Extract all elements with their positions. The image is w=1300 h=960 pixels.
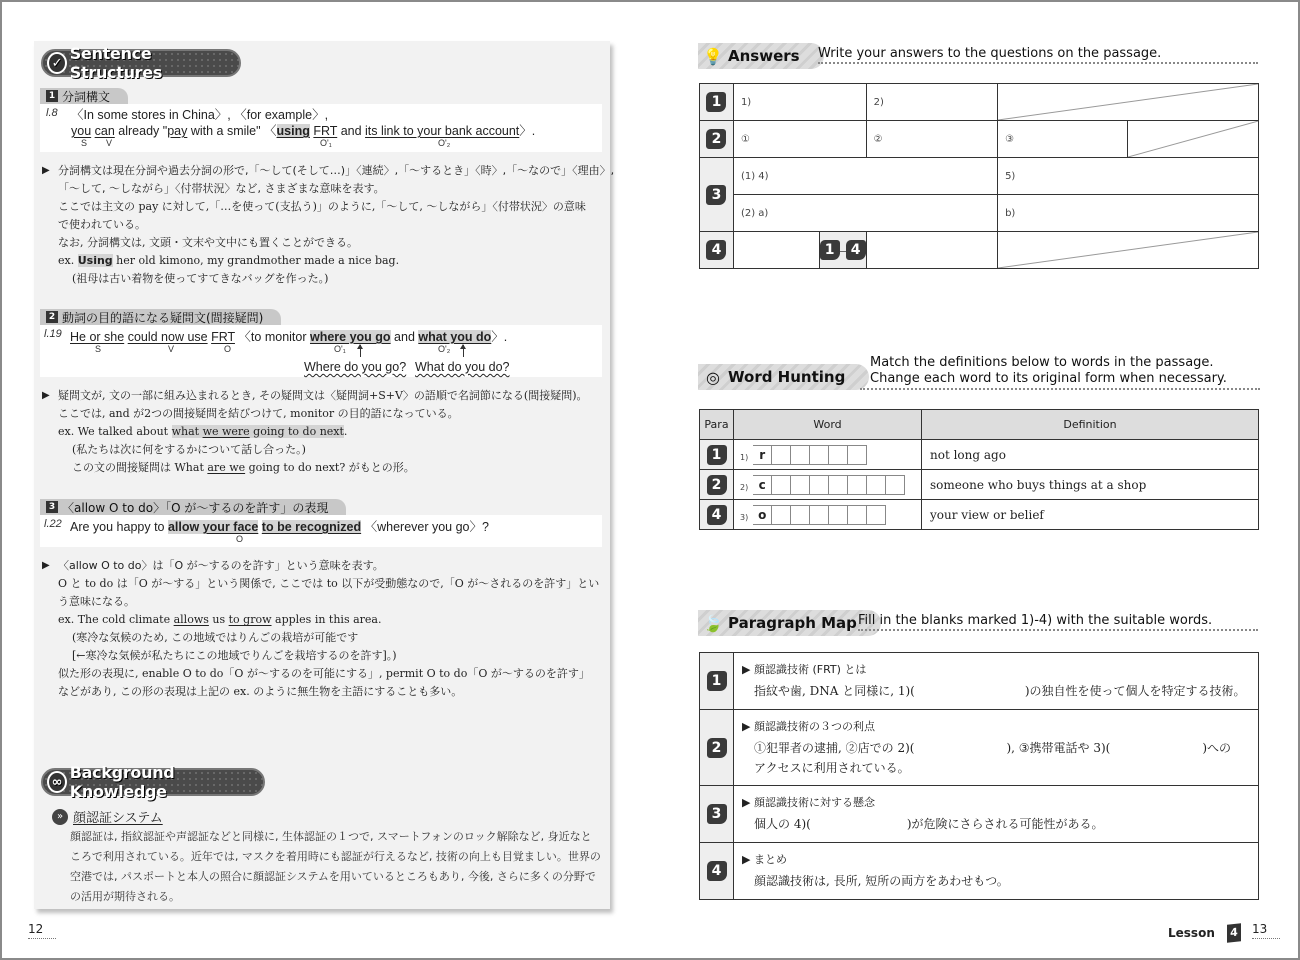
background-knowledge-header — [41, 763, 265, 801]
section-2-example — [40, 325, 602, 377]
question-where: Where do you go? — [304, 360, 407, 374]
para-cell — [700, 440, 734, 470]
paragraph-map-instruction: Fill in the blanks marked 1)-4) with the suitable words. — [858, 613, 1258, 631]
lesson-label: Lesson — [1168, 926, 1215, 940]
answer-cell[interactable] — [998, 121, 1127, 158]
letter-box[interactable] — [829, 505, 848, 525]
word-index: 2) — [740, 483, 749, 492]
word-frt: FRT — [313, 124, 338, 138]
ex-highlight: Using — [77, 254, 113, 267]
object: FRT — [211, 330, 235, 344]
blank-cell — [1127, 121, 1258, 158]
number-badge: 4 — [707, 861, 727, 881]
section-number: 3 — [46, 501, 58, 513]
word-row — [700, 470, 1259, 500]
ex-to-grow: to grow — [228, 613, 272, 626]
label-o1: O'₁ — [320, 138, 332, 148]
map-row — [700, 653, 1259, 710]
letter-box[interactable] — [848, 445, 867, 465]
instruction-line: Match the definitions below to words in the passage. — [870, 355, 1214, 370]
letter-box[interactable] — [791, 475, 810, 495]
paragraph-map-tag — [698, 610, 881, 636]
answer-cell[interactable] — [866, 84, 997, 121]
number-badge: 4 — [706, 240, 726, 260]
label-o2: O'₂ — [438, 138, 451, 148]
number-badge: 1 — [706, 92, 726, 112]
number-badge: 2 — [706, 129, 726, 149]
section-heading: 〈allow O to do〉「O が〜するのを許す」の表現 — [62, 500, 329, 515]
word-row — [700, 440, 1259, 470]
header-para: Para — [700, 410, 734, 440]
number-badge: 3 — [706, 185, 726, 205]
letter-box[interactable] — [772, 505, 791, 525]
label-o: O — [224, 344, 232, 354]
para-cell — [700, 710, 734, 786]
letter-box[interactable] — [810, 475, 829, 495]
letter-box[interactable] — [791, 445, 810, 465]
map-text: ①犯罪者の逮捕, ②店での 2)( — [754, 740, 915, 755]
map-row — [700, 843, 1259, 900]
map-text: )の独自性を使って個人を特定する技術。 — [1024, 684, 1246, 698]
leaf-icon: 🍃 — [703, 613, 723, 633]
answer-label: 1) — [740, 96, 752, 108]
answer-cell[interactable] — [733, 84, 866, 121]
section-number: 1 — [46, 90, 58, 102]
range-cell — [819, 232, 866, 269]
background-line: の活用が期待される。 — [70, 890, 180, 903]
label-s: S — [95, 344, 102, 354]
row-number — [700, 84, 734, 121]
answer-cell[interactable] — [998, 158, 1259, 195]
answer-cell[interactable] — [733, 158, 997, 195]
word-using: using — [276, 124, 310, 138]
word-hunting-tag — [698, 364, 869, 390]
label-o: O — [236, 534, 244, 544]
letter-box[interactable] — [772, 445, 791, 465]
ex-text: We talked about — [77, 425, 172, 438]
map-text: 顔認識技術は, 長所, 短所の両方をあわせもつ。 — [754, 874, 1009, 888]
lightbulb-icon: 💡 — [703, 46, 723, 66]
map-content — [734, 786, 1259, 843]
page-number-right: 13 — [1252, 922, 1280, 939]
ex-prefix: ex. — [58, 425, 75, 438]
letter-box[interactable] — [829, 445, 848, 465]
word-row — [700, 500, 1259, 530]
section-heading: 動詞の目的語になる疑問文(間接疑問) — [62, 310, 264, 325]
section-1-explanation — [42, 162, 615, 288]
map-text: 指紋や歯, DNA と同様に, 1)( — [754, 684, 915, 698]
ex-prefix: ex. — [58, 254, 75, 267]
ex-highlight: what — [171, 425, 203, 438]
letter-box[interactable] — [848, 475, 867, 495]
word-cell — [734, 470, 922, 500]
answers-row-4 — [700, 232, 1259, 269]
ex-translation: (私たちは次に何をするかについて話し合った。) — [72, 443, 306, 456]
page-number-left: 12 — [28, 922, 56, 939]
map-content — [734, 843, 1259, 900]
answer-cell[interactable] — [733, 121, 866, 158]
diagonal-slash — [998, 232, 1258, 268]
example-line-2 — [71, 121, 535, 139]
background-line: 顔認証は, 指紋認証や声認証などと同様に, 生体認証の１つで, スマートフォンのロック解除など, 身近なと — [70, 830, 592, 843]
row-number — [700, 232, 734, 269]
section-1-tab — [40, 88, 128, 104]
letter-box[interactable] — [791, 505, 810, 525]
word-allow: allow — [167, 520, 203, 534]
ex-translation: (祖母は古い着物を使ってすてきなバッグを作った。) — [72, 272, 329, 285]
header-definition: Definition — [922, 410, 1259, 440]
letter-box[interactable] — [886, 475, 905, 495]
lesson-footer — [1168, 924, 1259, 942]
example-line — [70, 327, 507, 345]
note-line: 似た形の表現に, enable O to do「O が〜するのを可能にする」, permit O to do「O が〜するのを許す」 — [58, 667, 590, 680]
definition-cell: not long ago — [922, 440, 1259, 470]
map-heading: ▶ まとめ — [742, 853, 787, 866]
letter-box[interactable] — [867, 505, 886, 525]
answer-label: 5) — [1005, 170, 1016, 182]
map-heading: ▶ 顔認識技術の３つの利点 — [742, 719, 875, 733]
answer-cell[interactable] — [866, 232, 997, 269]
answer-label: ③ — [1005, 133, 1015, 145]
word-your-face: your face — [202, 520, 259, 534]
example-post: 〈wherever you go〉? — [361, 520, 489, 534]
answer-label: (1) 4) — [740, 170, 769, 182]
map-text: ), ③携帯電話や 3)( — [1006, 740, 1111, 755]
double-chevron-icon: » — [52, 809, 68, 825]
word-link: its link to your bank account — [365, 124, 520, 138]
word-index: 1) — [740, 453, 749, 462]
answer-cell[interactable] — [733, 195, 997, 232]
para-cell — [700, 470, 734, 500]
sentence-structures-header — [41, 44, 241, 82]
map-text: )が危険にさらされる可能性がある。 — [906, 817, 1104, 831]
definition-cell: your view or belief — [922, 500, 1259, 530]
answers-instruction: Write your answers to the questions on the passage. — [818, 46, 1258, 64]
ex-allows: allows — [173, 613, 209, 626]
blank-cell — [998, 84, 1259, 121]
ex-note — [42, 459, 608, 477]
answers-row-3a — [700, 158, 1259, 195]
para-cell — [700, 653, 734, 710]
section-3-explanation — [42, 557, 608, 701]
answer-label: b) — [1005, 207, 1016, 219]
map-text: )への — [1202, 740, 1232, 755]
line-reference: l.19 — [44, 328, 62, 340]
word-already: already " — [114, 124, 168, 138]
answers-table — [699, 83, 1259, 269]
answers-tag — [698, 43, 824, 69]
ex-prefix: ex. — [58, 613, 75, 626]
header-word: Word — [734, 410, 922, 440]
word-hunting-header — [698, 364, 869, 390]
word-you: you — [71, 124, 92, 138]
answers-row-2 — [700, 121, 1259, 158]
map-text: アクセスに利用されている。 — [754, 760, 910, 775]
letter-box[interactable] — [867, 475, 886, 495]
ex-text: apples in this area. — [271, 613, 382, 626]
word-with: with a smile" 〈 — [187, 124, 277, 138]
word-can: can — [94, 124, 115, 138]
blank-cell — [998, 232, 1259, 269]
background-subtitle — [52, 807, 163, 826]
example-line — [70, 517, 489, 535]
word-cell — [734, 440, 922, 470]
letter-box[interactable] — [810, 505, 829, 525]
instruction-line: Change each word to its original form when necessary. — [870, 371, 1227, 386]
answer-label: 2) — [873, 96, 884, 108]
answer-cell[interactable] — [733, 232, 819, 269]
background-subtitle-text: 顔認証システム — [73, 811, 163, 826]
word-hunting-table — [699, 409, 1259, 530]
explanation-line: で使われている。 — [58, 218, 146, 231]
letter-box-first: o — [753, 505, 772, 525]
and: and — [390, 330, 419, 344]
letter-box[interactable] — [848, 505, 867, 525]
label-v: V — [168, 344, 175, 354]
answers-title: Answers — [728, 47, 800, 65]
explanation-line: なお, 分詞構文は, 文頭・文末や文中にも置くことができる。 — [58, 236, 358, 249]
subject: He or she — [70, 330, 125, 344]
header-row — [700, 410, 1259, 440]
note-underlined: are we — [207, 461, 246, 474]
ex-highlight: going to do next — [249, 425, 344, 438]
letter-box-first: r — [753, 445, 772, 465]
label-s: S — [81, 138, 88, 148]
ex-end: . — [343, 425, 348, 438]
ex-rest: her old kimono, my grandmother made a nice bag. — [112, 254, 400, 267]
explanation-line: 分詞構文は現在分詞や過去分詞の形で,「〜して(そして…)」〈連続〉,「〜するとき」〈時〉,「〜なので」〈理由〉, — [58, 164, 615, 177]
triangle-bullet-icon: ▶ — [42, 390, 50, 401]
answer-label: ① — [740, 133, 750, 145]
explanation-line: 疑問文が, 文の一部に組み込まれるとき, その疑問文は〈疑問詞+S+V〉の語順で名詞節になる(間接疑問)。 — [58, 389, 588, 402]
number-badge: 2 — [707, 475, 727, 495]
lesson-book-icon: 4 — [1227, 923, 1241, 942]
explanation-line: う意味になる。 — [58, 595, 135, 608]
map-row — [700, 710, 1259, 786]
example-sentence — [42, 252, 608, 270]
label-o2: O'₂ — [438, 344, 451, 354]
where-clause: where you go — [309, 330, 391, 344]
word-to-be-recognized: to be recognized — [261, 520, 362, 534]
answer-cell[interactable] — [866, 121, 997, 158]
letter-box[interactable] — [810, 445, 829, 465]
letter-box[interactable] — [829, 475, 848, 495]
to-monitor: 〈to monitor — [234, 330, 310, 344]
paragraph-map-header — [698, 610, 881, 636]
ex-translation: (寒冷な気候のため, この地域ではりんごの栽培が可能です — [72, 631, 359, 644]
word-hunting-instruction — [870, 355, 1227, 387]
dotted-rule — [860, 388, 1260, 390]
end: 〉. — [491, 330, 508, 344]
label-v: V — [106, 138, 113, 148]
answers-row-1 — [700, 84, 1259, 121]
answers-header — [698, 43, 824, 69]
example-line-1: 〈In some stores in China〉, 〈for example〉, — [71, 108, 329, 122]
number-badge: 1 — [707, 445, 727, 465]
sentence-structures-title: Sentence Structures — [69, 44, 163, 82]
map-content — [734, 710, 1259, 786]
word-cell — [734, 500, 922, 530]
target-icon: ◎ — [706, 367, 720, 387]
row-number — [700, 158, 734, 232]
note-text: この文の間接疑問は What — [72, 461, 208, 474]
word-pay: pay — [167, 124, 188, 138]
section-number: 2 — [46, 311, 58, 323]
label-o1: O'₁ — [334, 344, 346, 354]
number-badge: 2 — [707, 738, 727, 758]
verb: could now use — [127, 330, 208, 344]
map-heading: ▶ 顔認識技術に対する懸念 — [742, 796, 875, 809]
number-badge: 1 — [820, 240, 840, 260]
section-3-tab — [40, 499, 346, 515]
triangle-bullet-icon: ▶ — [42, 560, 50, 571]
answers-row-3b — [700, 195, 1259, 232]
explanation-line: ここでは主文の pay に対して,「…を使って(支払う)」のように,「〜して, 〜しながら」〈付帯状況〉の意味 — [58, 200, 586, 213]
line-reference: l.8 — [46, 107, 58, 119]
paragraph-map-title: Paragraph Map — [728, 614, 857, 632]
letter-box[interactable] — [772, 475, 791, 495]
what-clause: what you do — [418, 330, 492, 344]
background-text — [70, 827, 605, 907]
para-cell — [700, 786, 734, 843]
ex-text: The cold climate — [77, 613, 174, 626]
arrow-up-icon — [463, 345, 464, 357]
question-what: What do you do? — [415, 360, 510, 374]
range-dash — [840, 251, 846, 252]
number-badge: 3 — [707, 804, 727, 824]
section-2-explanation — [42, 387, 608, 477]
word-end: 〉. — [519, 124, 536, 138]
example-pre: Are you happy to — [70, 520, 168, 534]
answer-label: (2) a) — [740, 207, 769, 219]
explanation-line: O と to do は「O が〜する」という関係で, ここでは to 以下が受動態なので,「O が〜されるのを許す」とい — [58, 577, 600, 590]
line-reference: l.22 — [44, 518, 62, 530]
note-line: などがあり, この形の表現は上記の ex. のように無生物を主語にすることも多い。 — [58, 685, 463, 698]
ex-translation: [←寒冷な気候が私たちにこの地域でりんごを栽培するのを許す]。) — [72, 649, 397, 662]
map-content — [734, 653, 1259, 710]
word-hunting-title: Word Hunting — [728, 368, 846, 386]
ex-text: us — [208, 613, 229, 626]
binoculars-icon: ∞ — [47, 771, 67, 793]
section-1-example — [40, 104, 602, 152]
number-badge: 1 — [707, 671, 727, 691]
word-and: and — [337, 124, 366, 138]
ex-highlight-underlined: we were — [202, 425, 250, 438]
triangle-bullet-icon: ▶ — [42, 165, 50, 176]
answer-label: ② — [873, 133, 883, 145]
number-badge: 4 — [846, 240, 866, 260]
explanation-line: 「〜して, 〜しながら」〈付帯状況〉など, さまざまな意味を表す。 — [58, 182, 385, 195]
definition-cell: someone who buys things at a shop — [922, 470, 1259, 500]
example-sentence — [42, 611, 608, 629]
map-row — [700, 786, 1259, 843]
section-heading: 分詞構文 — [62, 89, 111, 104]
note-text: going to do next? がもとの形。 — [245, 461, 415, 474]
number-badge: 4 — [707, 505, 727, 525]
para-cell — [700, 500, 734, 530]
diagonal-slash — [1128, 121, 1258, 157]
background-line: ころで利用されている。近年では, マスクを着用時にも認証が行えるなど, 技術の向上も目覚ましい。世界の — [70, 850, 601, 863]
word-index: 3) — [740, 513, 749, 522]
answer-cell[interactable] — [998, 195, 1259, 232]
paragraph-map-table — [699, 652, 1259, 900]
example-sentence — [42, 423, 608, 441]
section-3-example — [40, 515, 602, 547]
background-knowledge-title: Background Knowledge — [69, 763, 175, 801]
para-cell — [700, 843, 734, 900]
background-line: 空港では, パスポートと本人の照合に顔認証システムを用いているところもあり, 今後, さらに多くの分野で — [70, 870, 596, 883]
explanation-line: ここでは, and が2つの間接疑問を結びつけて, monitor の目的語になっている。 — [58, 407, 459, 420]
map-heading: ▶ 顔認識技術 (FRT) とは — [742, 663, 867, 676]
check-circle-icon: ✓ — [47, 52, 67, 74]
section-2-tab — [40, 309, 281, 325]
map-text: 個人の 4)( — [754, 817, 811, 831]
explanation-line: 〈allow O to do〉は「O が〜するのを許す」という意味を表す。 — [58, 559, 384, 572]
letter-box-first: c — [753, 475, 772, 495]
arrow-up-icon — [360, 345, 361, 357]
row-number — [700, 121, 734, 158]
diagonal-slash — [998, 84, 1258, 120]
